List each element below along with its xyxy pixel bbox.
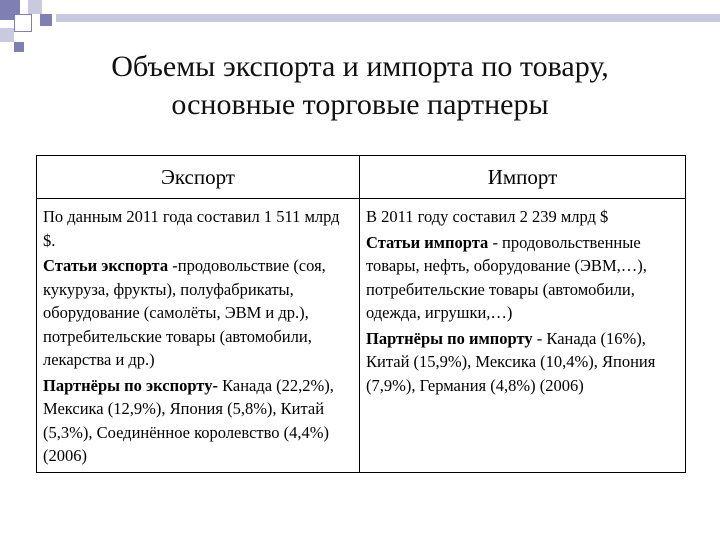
trade-table: [36, 155, 686, 473]
import-items-text: - продовольственные товары, нефть, оборудование (ЭВМ,…), потребительские товары (автомобили, одежда, игрушки,…): [366, 232, 647, 322]
page-title: [20, 48, 700, 124]
header-import: Импорт: [360, 156, 686, 199]
table-header-row: [37, 156, 686, 199]
export-volume: По данным 2011 года составил 1 511 млрд $.: [43, 207, 340, 250]
decor-square: [40, 14, 52, 26]
table-row: [37, 199, 686, 473]
decor-square: [28, 0, 42, 14]
import-partners-label: Партнёры по импорту: [366, 328, 533, 348]
import-items: [366, 231, 679, 325]
export-items-text: -продовольствие (соя, кукуруза, фрукты), полуфабрикаты, оборудование (самолёты, ЭВМ и др.), потребительские товары (автомобили, лекарства и др.): [43, 256, 326, 369]
export-partners-label: Партнёры по экспорту-: [43, 375, 218, 395]
decor-square: [14, 14, 32, 32]
export-cell: [37, 199, 360, 473]
import-partners-text: - Канада (16%), Китай (15,9%), Мексика (10,4%), Япония (7,9%), Германия (4,8%) (2006): [366, 328, 656, 395]
export-items-label: Статьи экспорта: [43, 256, 169, 275]
title-line: Объемы экспорта и импорта по товару,: [111, 50, 609, 83]
header-export: Экспорт: [37, 156, 360, 199]
import-volume: В 2011 году составил 2 239 млрд $: [366, 207, 609, 226]
import-items-label: Статьи импорта: [366, 232, 489, 252]
import-cell: [360, 199, 686, 473]
decor-line: [56, 14, 720, 22]
import-partners: [366, 327, 679, 398]
export-partners-text: Канада (22,2%), Мексика (12,9%), Япония (5,8%), Китай (5,3%), Соединённое королевство (4,4%) (2006): [43, 375, 334, 465]
export-partners: [43, 374, 353, 468]
decor-square: [0, 28, 14, 42]
title-line: основные торговые партнеры: [171, 88, 549, 121]
export-items: [43, 254, 353, 372]
